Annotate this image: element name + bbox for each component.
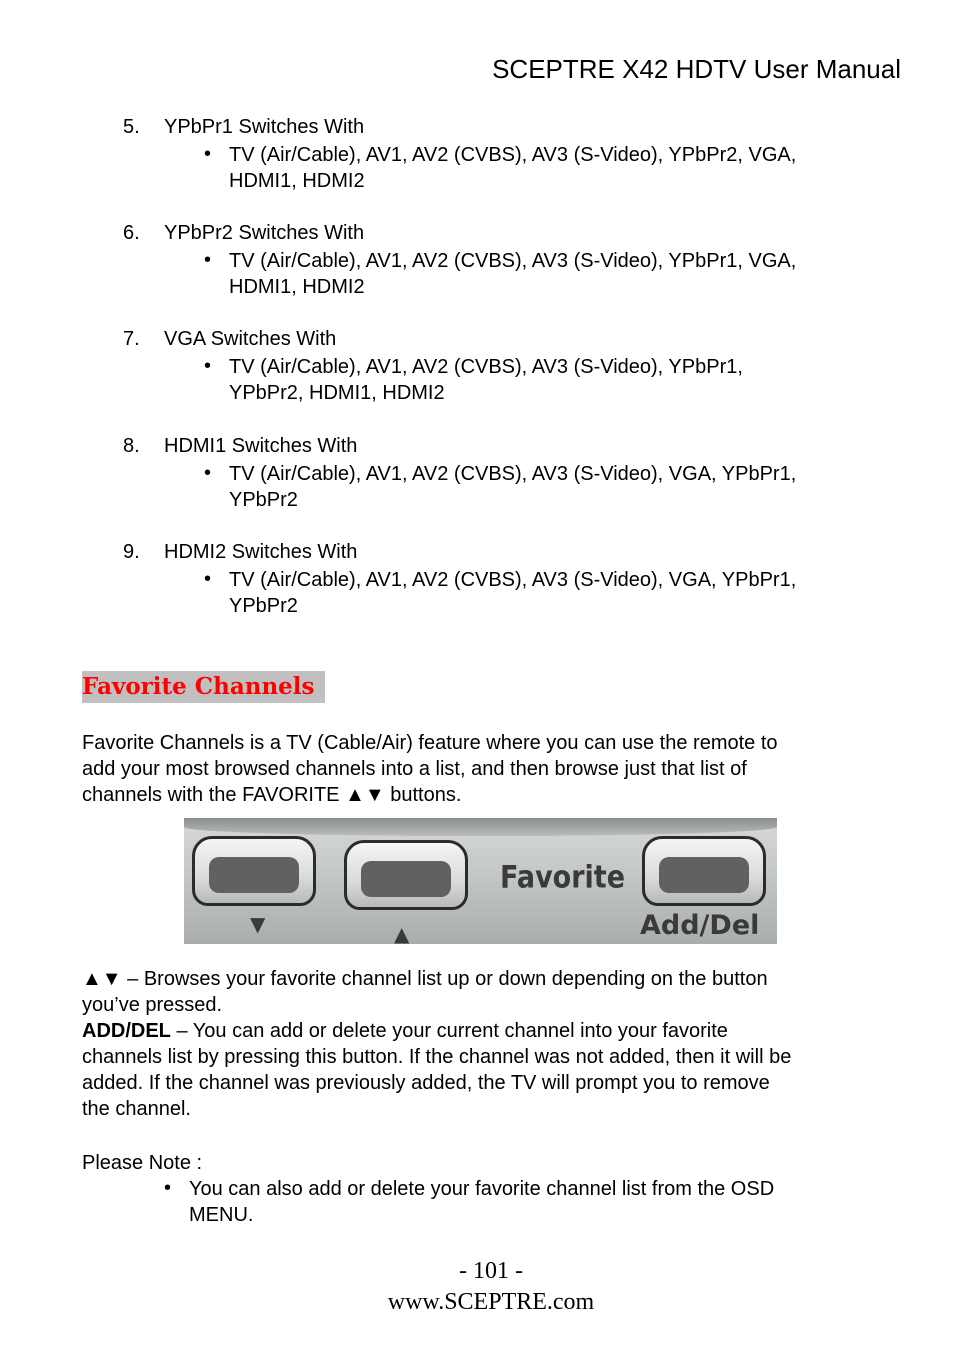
note-line: You can also add or delete your favorite channel list from the OSD — [189, 1178, 775, 1200]
intro-line: add your most browsed channels into a list, and then browse just that list of — [82, 758, 747, 780]
item-title: YPbPr1 Switches With — [164, 116, 365, 138]
bullet-icon: • — [204, 462, 212, 484]
remote-buttons-photo — [184, 818, 777, 944]
item-title: HDMI1 Switches With — [164, 435, 358, 457]
bullet-icon: • — [204, 249, 212, 271]
note-label: Please Note : — [82, 1152, 203, 1174]
item-number: 5. — [123, 116, 140, 138]
item-text-line: YPbPr2 — [229, 595, 298, 617]
channel-down-button-image — [192, 836, 316, 906]
intro-line: channels with the FAVORITE ▲▼ buttons. — [82, 784, 462, 806]
item-title: YPbPr2 Switches With — [164, 222, 365, 244]
item-text-line: TV (Air/Cable), AV1, AV2 (CVBS), AV3 (S-Video), VGA, YPbPr1, — [229, 463, 797, 485]
item-number: 7. — [123, 328, 140, 350]
add-del-button-image — [642, 836, 766, 906]
channel-up-button-image — [344, 840, 468, 910]
arrows-explain-line: you’ve pressed. — [82, 994, 223, 1016]
item-number: 6. — [123, 222, 140, 244]
adddel-explain-line: channels list by pressing this button. If the channel was not added, then it will be — [82, 1046, 792, 1068]
bullet-icon: • — [204, 143, 212, 165]
item-title: VGA Switches With — [164, 328, 337, 350]
note-line: MENU. — [189, 1204, 254, 1226]
arrows-explain-line — [82, 966, 902, 992]
add-del-label: Add/Del — [640, 910, 760, 941]
website-footer: www.SCEPTRE.com — [387, 1289, 595, 1315]
bullet-icon: • — [204, 355, 212, 377]
adddel-explain-line: added. If the channel was previously added, the TV will prompt you to remove — [82, 1072, 770, 1094]
item-text-line: HDMI1, HDMI2 — [229, 170, 365, 192]
item-text-line: TV (Air/Cable), AV1, AV2 (CVBS), AV3 (S-Video), YPbPr1, — [229, 356, 743, 378]
adddel-explain-line — [82, 1018, 902, 1044]
section-heading: Favorite Channels — [82, 671, 325, 703]
up-arrow-icon: ▲ — [394, 922, 410, 944]
page-number: - 101 - — [459, 1258, 523, 1284]
item-text-line: TV (Air/Cable), AV1, AV2 (CVBS), AV3 (S-Video), YPbPr1, VGA, — [229, 250, 797, 272]
adddel-term: ADD/DEL — [82, 1020, 171, 1042]
down-arrow-icon: ▼ — [250, 912, 266, 936]
item-text-line: HDMI1, HDMI2 — [229, 276, 365, 298]
favorite-label: Favorite — [500, 859, 626, 896]
bullet-icon: • — [164, 1177, 172, 1199]
item-text-line: YPbPr2 — [229, 489, 298, 511]
item-text-line: TV (Air/Cable), AV1, AV2 (CVBS), AV3 (S-Video), VGA, YPbPr1, — [229, 569, 797, 591]
item-number: 8. — [123, 435, 140, 457]
adddel-desc: – You can add or delete your current channel into your favorite — [170, 1020, 728, 1042]
page-header: SCEPTRE X42 HDTV User Manual — [492, 54, 901, 84]
bullet-icon: • — [204, 568, 212, 590]
item-text-line: YPbPr2, HDMI1, HDMI2 — [229, 382, 445, 404]
item-text-line: TV (Air/Cable), AV1, AV2 (CVBS), AV3 (S-Video), YPbPr2, VGA, — [229, 144, 797, 166]
item-number: 9. — [123, 541, 140, 563]
intro-line: Favorite Channels is a TV (Cable/Air) feature where you can use the remote to — [82, 732, 778, 754]
adddel-explain-line: the channel. — [82, 1098, 191, 1120]
arrows-term: ▲▼ — [82, 968, 122, 990]
arrows-desc: – Browses your favorite channel list up or down depending on the button — [121, 968, 768, 990]
item-title: HDMI2 Switches With — [164, 541, 358, 563]
remote-edge — [184, 818, 777, 836]
